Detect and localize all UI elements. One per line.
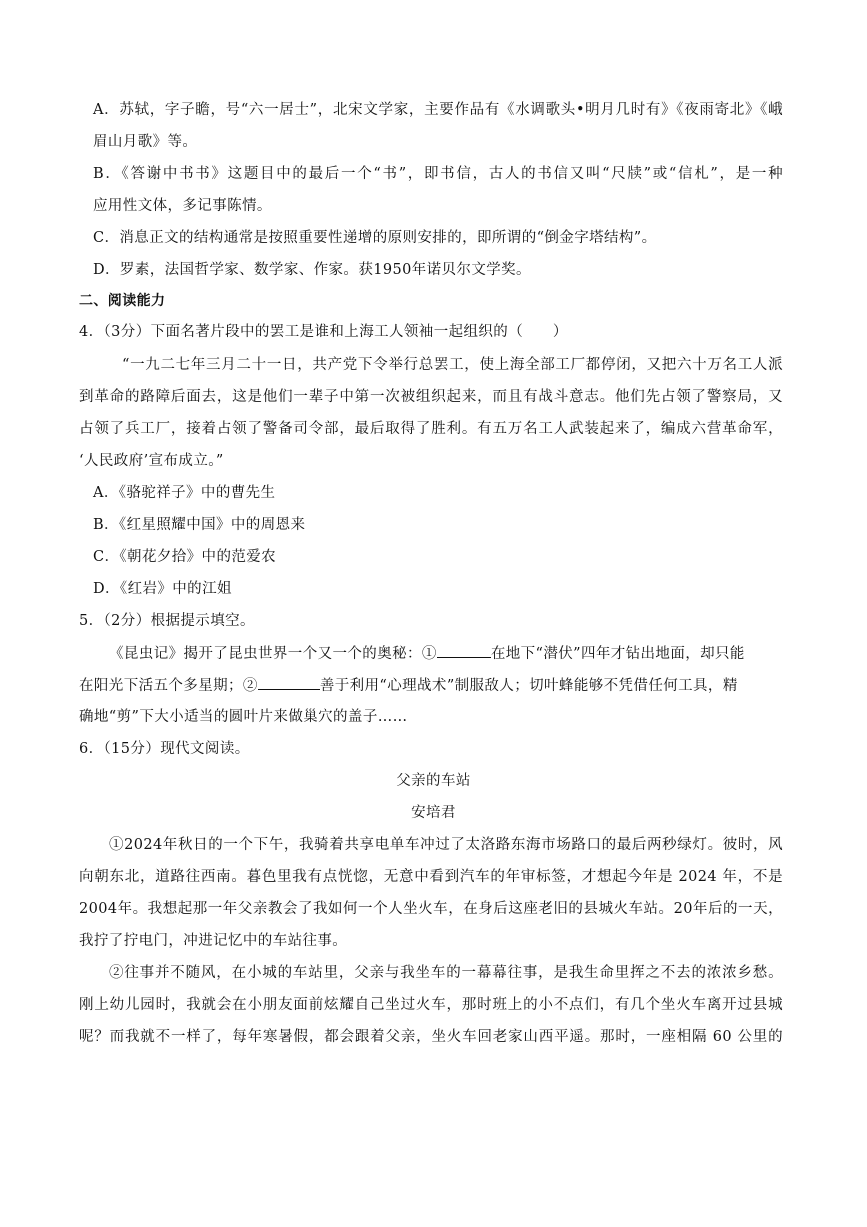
- q3-option-b-line2: 应用性文体，多记事陈情。: [93, 198, 272, 214]
- q3-option-c: C．消息正文的结构通常是按照重要性递增的原则安排的，即所谓的“倒金字塔结构”。: [93, 230, 657, 246]
- article-title: 父亲的车站: [396, 773, 471, 789]
- article-author: 安培君: [411, 805, 456, 821]
- section-title-reading: 二、阅读能力: [79, 293, 166, 309]
- q4-option-a: A．《骆驼祥子》中的曹先生: [93, 485, 276, 501]
- paragraph-1-line2: 向朝东北，道路往西南。暮色里我有点恍惚，无意中看到汽车的年审标签，才想起今年是 2024 年，不是: [79, 869, 783, 885]
- paragraph-1-line1: ①2024年秋日的一个下午，我骑着共享电单车冲过了太洛路东海市场路口的最后两秒绿灯。彼时，风: [109, 837, 783, 853]
- q6-stem: 6．（15分）现代文阅读。: [79, 741, 250, 757]
- q4-quote-line1: “一九二七年三月二十一日，共产党下令举行总罢工，使上海全部工厂都停闭，又把六十万名工人派: [122, 357, 783, 373]
- q4-quote-line3: 占领了兵工厂，接着占领了警备司令部，最后取得了胜利。有五万名工人武装起来了，编成六营革命军，: [79, 421, 783, 437]
- q5-line1-text-b: 在地下“潜伏”四年才钻出地面，却只能: [490, 646, 745, 662]
- q5-line1-text-a: 《昆虫记》揭开了昆虫世界一个又一个的奥秘：①: [109, 646, 437, 662]
- q3-option-a-line2: 眉山月歌》等。: [93, 134, 198, 150]
- q3-option-b-line1: B．《答谢中书书》这题目中的最后一个“书”，即书信，古人的书信又叫“尺牍”或“信札”，是一种: [93, 166, 783, 182]
- q4-option-c: C．《朝花夕拾》中的范爱农: [93, 549, 277, 565]
- q4-option-d: D．《红岩》中的江姐: [93, 581, 232, 597]
- q5-line1: [109, 643, 799, 664]
- q5-line2: [79, 675, 769, 696]
- paragraph-2-line2: 刚上幼儿园时，我就会在小朋友面前炫耀自己坐过火车，那时班上的小不点们，有几个坐火车离开过县城: [79, 997, 783, 1013]
- q4-quote-line4: ‘人民政府’宣布成立。”: [79, 453, 224, 469]
- q3-option-d: D．罗素，法国哲学家、数学家、作家。获1950年诺贝尔文学奖。: [93, 262, 531, 278]
- q5-line3: 确地“剪”下大小适当的圆叶片来做巢穴的盖子……: [79, 709, 408, 725]
- q5-blank-2[interactable]: [258, 675, 320, 690]
- q5-line2-text-a: 在阳光下活五个多星期；②: [79, 678, 258, 694]
- paragraph-1-line4: 我拧了拧电门，冲进记忆中的车站往事。: [79, 933, 348, 949]
- q4-option-b: B．《红星照耀中国》中的周恩来: [93, 517, 306, 533]
- q4-quote-line2: 到革命的路障后面去，这是他们一辈子中第一次被组织起来，而且有战斗意志。他们先占领了警察局，又: [79, 389, 783, 405]
- q3-option-a-line1: A．苏轼，字子瞻，号“六一居士”，北宋文学家，主要作品有《水调歌头•明月几时有》《夜雨寄北》《峨: [93, 102, 783, 118]
- paragraph-2-line1: ②往事并不随风，在小城的车站里，父亲与我坐车的一幕幕往事，是我生命里挥之不去的浓浓乡愁。: [109, 965, 783, 981]
- q4-stem: 4．（3分）下面名著片段中的罢工是谁和上海工人领袖一起组织的（ ）: [79, 324, 568, 340]
- paragraph-2-line3: 呢？而我就不一样了，每年寒暑假，都会跟着父亲，坐火车回老家山西平遥。那时，一座相隔 60 公里的: [79, 1029, 783, 1045]
- q5-line2-text-b: 善于利用“心理战术”制服敌人；切叶蜂能够不凭借任何工具，精: [319, 678, 738, 694]
- q5-blank-1[interactable]: [437, 643, 491, 658]
- q5-stem: 5．（2分）根据提示填空。: [79, 613, 255, 629]
- paragraph-1-line3: 2004年。我想起那一年父亲教会了我如何一个人坐火车，在身后这座老旧的县城火车站。20年后的一天，: [79, 901, 783, 917]
